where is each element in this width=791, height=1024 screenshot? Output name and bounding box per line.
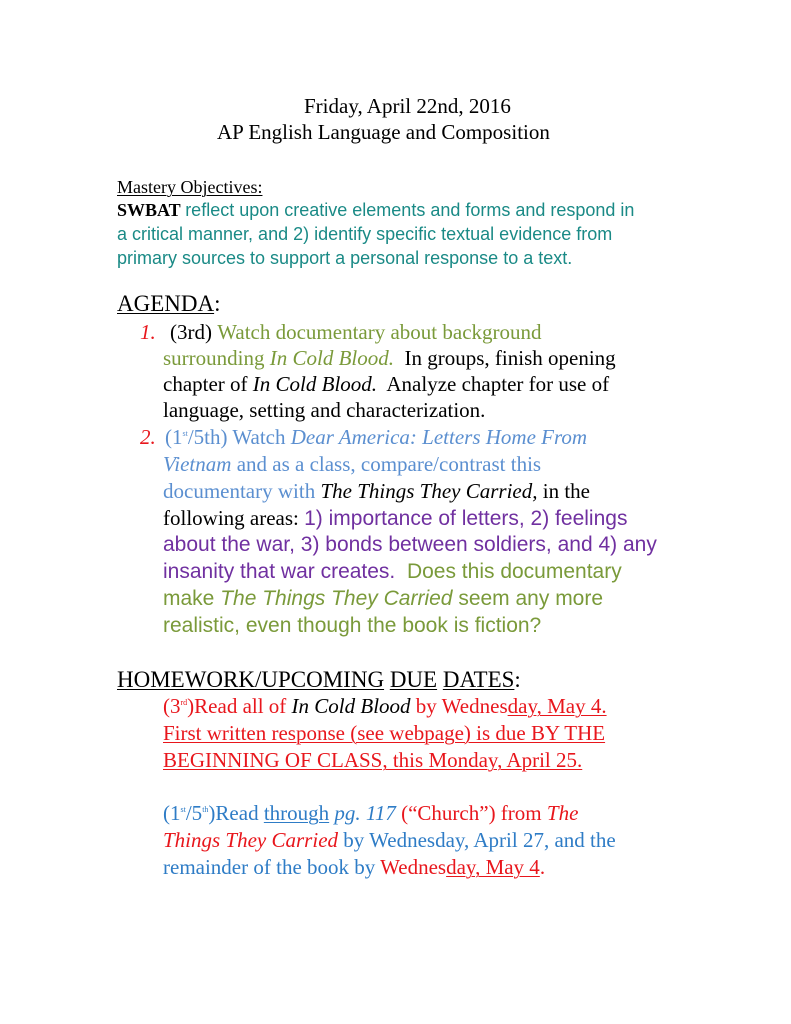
homework-item-1-line-2: First written response (see webpage) is due BY THE [163,721,606,745]
objectives-heading: Mastery Objectives: [117,177,263,197]
agenda-item-2-line-6: insanity that war creates. Does this documentary [163,560,622,583]
agenda-item-2-line-4: following areas: 1) importance of letters, 2) feelings [163,506,628,530]
agenda-item-2-line-1: (1st/5th) Watch Dear America: Letters Home From [165,425,588,449]
objectives-line-1 [117,200,634,221]
objective-text-3: primary sources to support a personal response to a text. [117,248,573,268]
agenda-item-2-line-5: about the war, 3) bonds between soldiers, and 4) any [163,533,657,556]
date-line: Friday, April 22nd, 2016 [304,94,511,118]
course-title: AP English Language and Composition [217,120,550,144]
homework-item-2-line-1: (1st/5th)Read through pg. 117 (“Church”) from The [163,801,579,825]
homework-item-1-line-1: (3rd)Read all of In Cold Blood by Wednesday, May 4. [163,694,607,718]
agenda-item-2-line-2: Vietnam and as a class, compare/contrast this [163,452,542,476]
swbat-label: SWBAT [117,200,181,220]
homework-item-1-line-3: BEGINNING OF CLASS, this Monday, April 25. [163,748,583,772]
objective-text-1: reflect upon creative elements and forms and respond in [185,200,635,220]
objective-text-2: a critical manner, and 2) identify specific textual evidence from [117,224,613,244]
agenda-item-1-line-4: language, setting and characterization. [163,398,486,422]
agenda-item-2-line-7: make The Things They Carried seem any more [163,587,604,610]
agenda-item-1-line-2: surrounding In Cold Blood. In groups, finish opening [163,346,616,370]
agenda-heading: AGENDA: [117,291,221,316]
agenda-item-1-line-1: (3rd) Watch documentary about background [170,320,542,344]
agenda-item-2-line-3: documentary with The Things They Carried, in the [163,479,590,503]
homework-item-2-line-3: remainder of the book by Wednesday, May 4. [163,855,546,879]
agenda-item-1-number: 1. [140,320,156,344]
agenda-item-2-line-8: realistic, even though the book is fiction? [163,614,542,637]
homework-item-2-line-2: Things They Carried by Wednesday, April 27, and the [163,828,616,852]
homework-heading: HOMEWORK/UPCOMING DUE DATES: [117,667,521,692]
agenda-item-1-line-3: chapter of In Cold Blood. Analyze chapter for use of [163,372,610,396]
agenda-item-2-number: 2. [140,425,156,449]
